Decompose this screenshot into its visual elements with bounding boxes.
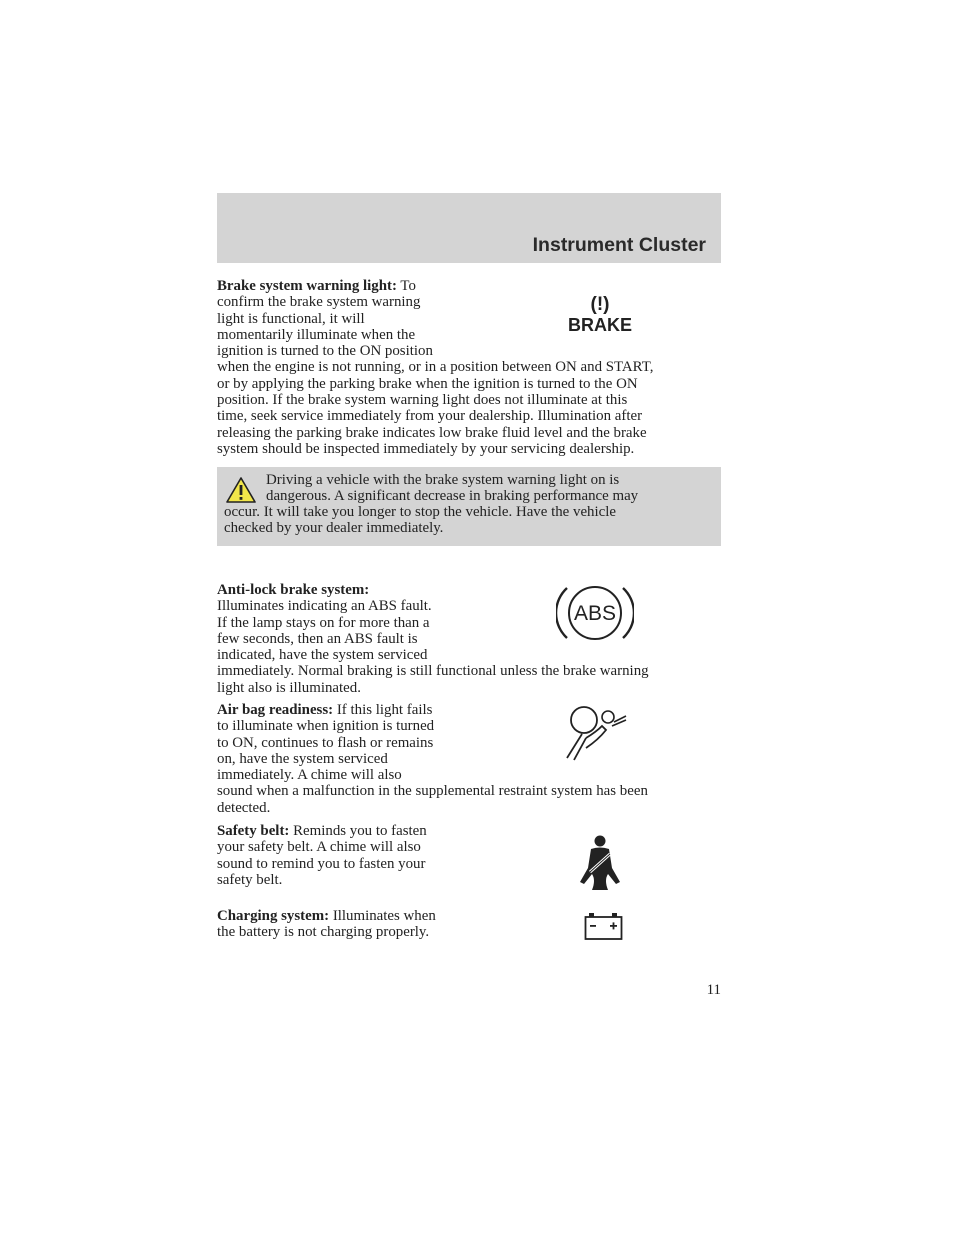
airbag-icon [562,704,630,769]
airbag-line-2: to illuminate when ignition is turned [217,718,435,735]
abs-line-2: If the lamp stays on for more than a [217,614,430,631]
airbag-title: Air bag readiness: [217,702,334,718]
airbag-line-3: to ON, continues to flash or remains [217,734,434,751]
brake-section [217,278,721,457]
brake-line-6: when the engine is not running, or in a position between ON and START, [217,359,654,376]
belt-section [217,823,721,888]
brake-warning-icon [567,290,633,341]
airbag-line-5: immediately. A chime will also [217,767,402,784]
svg-text:BRAKE: BRAKE [567,315,633,335]
brake-line-5: ignition is turned to the ON position [217,343,433,360]
svg-text:(!): (!) [590,294,610,315]
brake-line-9: time, seek service immediately from your dealership. Illumination after [217,408,643,425]
airbag-line-4: on, have the system serviced [217,750,388,767]
airbag-section [217,702,721,816]
brake-line-10: releasing the parking brake indicates low brake fluid level and the brake [217,424,647,441]
abs-line-4: indicated, have the system serviced [217,647,428,664]
section-title: Instrument Cluster [532,234,706,256]
abs-title: Anti-lock brake system: [217,582,370,598]
brake-title: Brake system warning light: [217,278,397,294]
brake-line-4: momentarily illuminate when the [217,326,416,343]
airbag-line-6: sound when a malfunction in the supplemental restraint system has been [217,783,648,800]
abs-line-1: Illuminates indicating an ABS fault. [217,598,432,615]
seat-belt-icon [576,834,624,899]
belt-line-2: your safety belt. A chime will also [217,839,421,856]
warning-line-3: occur. It will take you longer to stop the vehicle. Have the vehicle [224,504,616,520]
brake-line-7: or by applying the parking brake when the ignition is turned to the ON [217,375,638,392]
airbag-line-7: detected. [217,799,271,816]
brake-line-3: light is functional, it will [217,310,365,327]
airbag-line-1: Air bag readiness: If this light fails [217,702,433,718]
battery-icon [584,912,624,947]
abs-line-5: immediately. Normal braking is still functional unless the brake warning [217,663,649,680]
belt-line-1: Safety belt: Reminds you to fasten [217,823,427,839]
belt-line-3: sound to remind you to fasten your [217,855,426,872]
brake-line-11: system should be inspected immediately by your servicing dealership. [217,440,635,457]
warning-box [217,467,721,546]
brake-line-1: Brake system warning light: To [217,278,416,294]
charging-section [217,908,721,941]
charging-title: Charging system: [217,908,330,924]
warning-line-2: dangerous. A significant decrease in braking performance may [266,488,639,504]
charging-line-2: the battery is not charging properly. [217,924,430,941]
warning-line-4: checked by your dealer immediately. [224,520,444,536]
abs-line-6: light also is illuminated. [217,679,361,696]
belt-line-4: safety belt. [217,871,283,888]
charging-line-1: Charging system: Illuminates when [217,908,436,924]
belt-title: Safety belt: [217,823,290,839]
section-header [217,193,721,263]
brake-line-8: position. If the brake system warning light does not illuminate at this [217,392,628,409]
abs-line-3: few seconds, then an ABS fault is [217,630,418,647]
brake-line-2: confirm the brake system warning [217,294,421,311]
abs-icon [556,582,634,649]
page-number: 11 [706,982,721,998]
warning-line-1: Driving a vehicle with the brake system warning light on is [266,472,620,488]
abs-section [217,582,721,696]
svg-text:ABS: ABS [573,602,617,625]
